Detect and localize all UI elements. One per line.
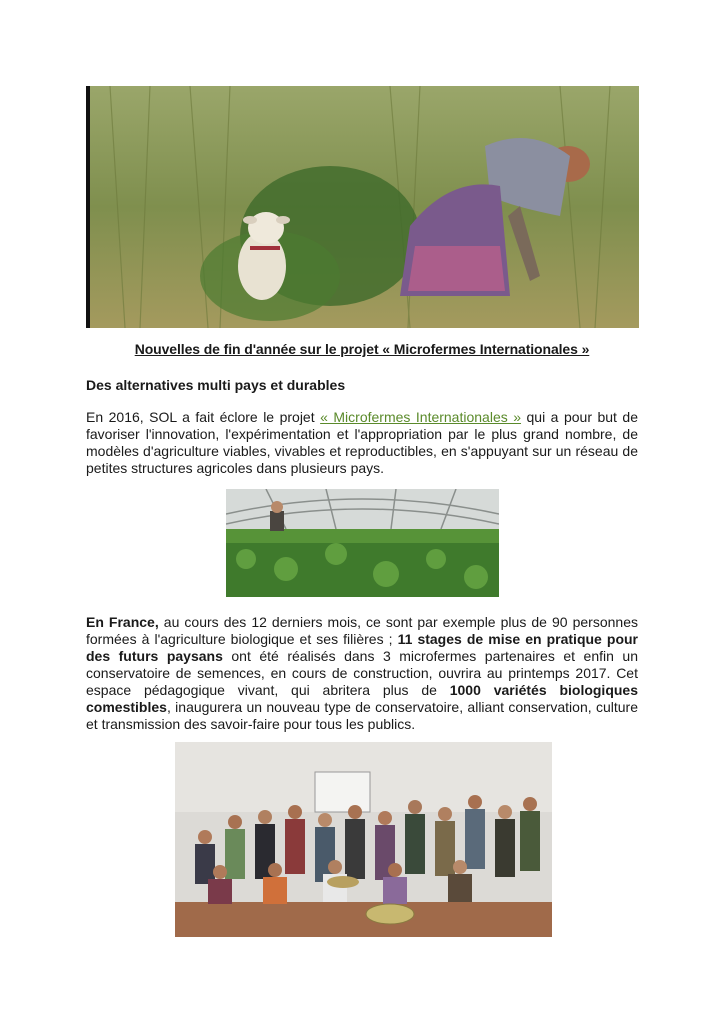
article-title: Nouvelles de fin d'année sur le projet « Microfermes Internationales »	[134, 341, 590, 357]
paragraph-france-lead: En France,	[86, 614, 159, 630]
paragraph-intro-start: En 2016, SOL a fait éclore le projet	[86, 409, 321, 425]
photo-greenhouse	[226, 489, 499, 597]
paragraph-france-stages: 11 stages de mise en pratique pour des futurs paysans	[86, 631, 638, 664]
section-subtitle: Des alternatives multi pays et durables	[86, 377, 346, 393]
paragraph-intro	[86, 409, 638, 477]
photo-field-woman-sheep	[86, 86, 639, 328]
microfermes-link[interactable]: « Microfermes Internationales »	[320, 409, 522, 425]
photo-group	[175, 742, 552, 937]
paragraph-france-part3: , inaugurera un nouveau type de conservatoire, alliant conservation, culture et transmission des savoir-faire pour tous les publics.	[86, 699, 638, 732]
paragraph-france-part1: au cours des 12 derniers mois, ce sont par exemple plus de 90 personnes formées à l'agriculture biologique et ses filières ;	[86, 614, 638, 647]
paragraph-france-part2: ont été réalisés dans 3 microfermes partenaires et enfin un conservatoire de semences, en cours de construction, ouvrira au printemps 2017. Cet espace pédagogique vivant, qui abritera plus de	[86, 648, 638, 698]
paragraph-france	[86, 614, 638, 733]
paragraph-france-varieties: 1000 variétés biologiques comestibles	[86, 682, 639, 715]
paragraph-intro-rest: qui a pour but de favoriser l'innovation, l'expérimentation et l'appropriation par le plus grand nombre, de modèles d'agriculture viables, vivables et reproductibles, en s'appuyant sur un réseau de petites structures agricoles dans plusieurs pays.	[86, 409, 638, 476]
